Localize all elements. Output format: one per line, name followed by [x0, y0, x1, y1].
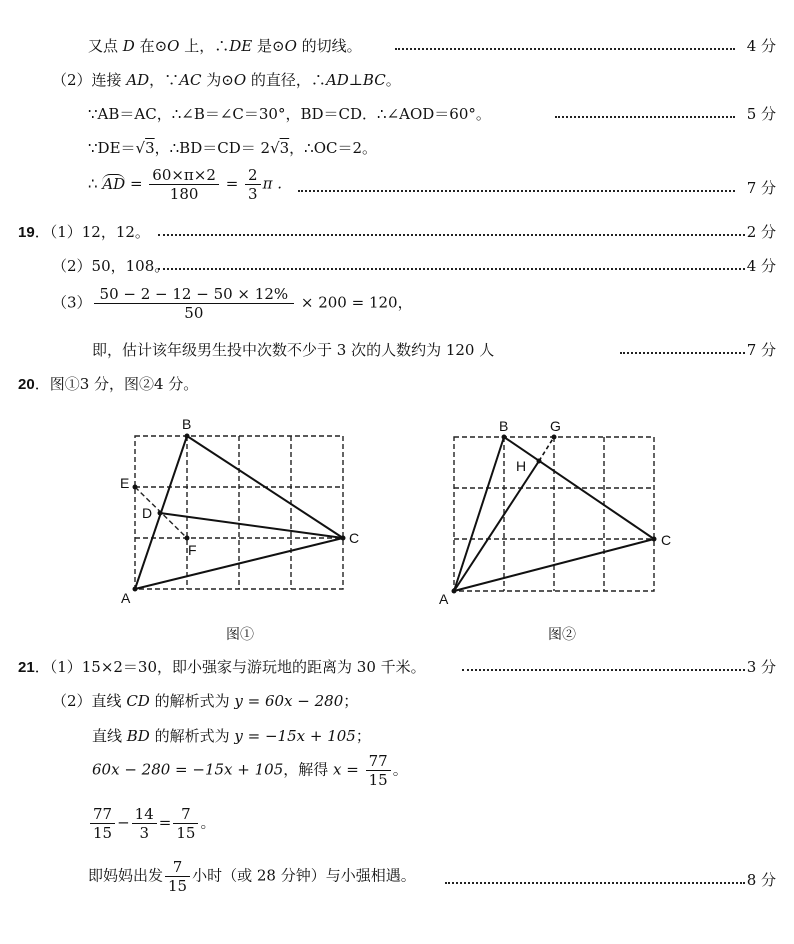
numerator: 77: [90, 805, 115, 824]
figure-1-caption: 图①: [226, 627, 254, 643]
numerator: 77: [366, 752, 391, 771]
q21-line1: [18, 657, 426, 678]
point-b: [185, 434, 190, 439]
numerator: 50 − 2 − 12 − 50 × 12%: [94, 285, 295, 304]
q21-line5: [88, 805, 215, 842]
numerator: 7: [173, 805, 198, 824]
text: ；: [343, 692, 359, 710]
text: 的切线。: [296, 37, 362, 55]
text: 上，∴: [179, 37, 230, 55]
point-c: [652, 537, 657, 542]
denominator: 3: [248, 185, 258, 203]
label-c: C: [349, 530, 360, 546]
leader-dots: [462, 669, 745, 671]
text: 。: [392, 760, 408, 779]
score: 5 分: [746, 105, 776, 123]
fraction: [90, 805, 115, 842]
text: （2）连接: [52, 71, 127, 89]
dashed-grid: [135, 436, 343, 589]
q18-line4: ∵DE＝√3，∴BD＝CD＝ 2√3，∴OC＝2。: [88, 139, 378, 157]
label-h: H: [516, 458, 527, 474]
q18-line5: [88, 166, 282, 203]
denominator: 15: [368, 771, 388, 789]
q21-line6: [88, 858, 416, 895]
q18-line3: ∵AB＝AC，∴∠B＝∠C＝30°，BD＝CD．∴∠AOD＝60°。: [88, 105, 491, 123]
label-a: A: [439, 591, 449, 607]
fraction: [245, 166, 261, 203]
figure-1: [110, 412, 370, 608]
var: O: [284, 37, 297, 55]
text: 是⊙: [252, 37, 285, 55]
point-b: [502, 435, 507, 440]
q19-line3: [52, 285, 413, 322]
text: × 200 = 120，: [296, 293, 413, 312]
fraction: [366, 752, 391, 789]
leader-dots: [158, 234, 745, 236]
figure-2-caption: 图②: [548, 627, 576, 643]
text: 为⊙: [201, 71, 234, 89]
text: ．（1）15×2＝30，即小强家与游玩地的距离为 30 千米。: [34, 658, 426, 676]
label-g: G: [550, 418, 561, 434]
radicand: 3: [145, 139, 155, 157]
score: 7 分: [746, 341, 776, 359]
denominator: 50: [184, 304, 204, 322]
dashed-grid: [454, 437, 654, 591]
leader-dots: [395, 48, 735, 50]
text: 。: [385, 71, 401, 89]
q18-line1: [88, 36, 362, 56]
label-e: E: [120, 475, 130, 491]
fraction: [149, 166, 219, 203]
var: CD: [126, 692, 150, 710]
point-f: [185, 536, 190, 541]
figure-2: [430, 412, 690, 608]
text: 。: [200, 813, 216, 832]
text: （3）: [52, 293, 92, 312]
point-d: [158, 511, 163, 516]
text: 直线: [92, 727, 127, 745]
leader-dots: [555, 116, 735, 118]
label-b: B: [182, 416, 192, 432]
text: =: [125, 174, 148, 193]
q20-line: [18, 374, 198, 395]
text: ∴: [88, 174, 103, 193]
point-c: [341, 536, 346, 541]
dashed-segment-hg: [539, 437, 554, 461]
text: ，解得: [283, 760, 334, 779]
leader-dots: [158, 268, 745, 270]
question-number: 21: [18, 659, 35, 676]
point-g: [552, 435, 557, 440]
q19-line2: （2）50，108。: [52, 257, 170, 275]
label-f: F: [188, 542, 197, 558]
text: ，∵: [149, 71, 180, 89]
text: ；: [355, 727, 371, 745]
fraction: [94, 285, 295, 322]
fraction: [173, 805, 198, 842]
leader-dots: [298, 190, 735, 192]
text: ．图①3 分，图②4 分。: [34, 375, 199, 393]
label-d: D: [142, 505, 153, 521]
score: 3 分: [746, 658, 776, 676]
point-h: [537, 459, 542, 464]
text: =: [158, 813, 172, 832]
fraction: [165, 858, 190, 895]
denominator: 15: [93, 824, 113, 842]
score: 2 分: [746, 223, 776, 241]
text: 又点: [88, 37, 123, 55]
text: （2）直线: [52, 692, 127, 710]
text: ，∴BD＝CD＝ 2: [154, 139, 271, 157]
q21-line2: [52, 691, 358, 711]
leader-dots: [445, 882, 745, 884]
numerator: 14: [132, 805, 157, 824]
score: 4 分: [746, 257, 776, 275]
var: AD: [126, 71, 150, 89]
var: AD⊥BC: [325, 71, 386, 89]
score: 8 分: [746, 871, 776, 889]
leader-dots: [620, 352, 745, 354]
denominator: 15: [168, 877, 188, 895]
radicand: 3: [279, 139, 290, 157]
score: 7 分: [746, 179, 776, 197]
var: x =: [333, 760, 364, 779]
question-number: 19: [18, 224, 35, 241]
text: =: [220, 174, 244, 193]
text: π .: [262, 174, 282, 193]
numerator: 2: [245, 166, 261, 185]
var: O: [233, 71, 247, 89]
point-a: [133, 587, 138, 592]
text: 在⊙: [134, 37, 168, 55]
q21-line3: [92, 726, 371, 746]
denominator: 3: [139, 824, 149, 842]
equation: y = −15x + 105: [234, 727, 356, 745]
q19-line1: [18, 222, 150, 243]
var: AC: [179, 71, 202, 89]
equation: 60x − 280 = −15x + 105: [92, 760, 284, 779]
text: ，∴OC＝2。: [289, 139, 378, 157]
arc-symbol: AD: [102, 174, 126, 193]
point-e: [133, 485, 138, 490]
numerator: 60×π×2: [149, 166, 219, 185]
var: O: [167, 37, 180, 55]
text: 的直径，∴: [246, 71, 326, 89]
q19-line4: 即，估计该年级男生投中次数不少于 3 次的人数约为 120 人: [92, 341, 495, 359]
label-b: B: [499, 418, 509, 434]
text: 的解析式为: [149, 692, 235, 710]
var: D: [122, 37, 135, 55]
text: 即妈妈出发: [88, 866, 164, 885]
fraction: [132, 805, 157, 842]
label-a: A: [121, 590, 131, 606]
denominator: 15: [176, 824, 196, 842]
text: ∵DE＝: [88, 139, 136, 157]
text: 的解析式为: [149, 727, 235, 745]
var: DE: [229, 37, 253, 55]
text: ．（1）12，12。: [34, 223, 150, 241]
numerator: 7: [165, 858, 190, 877]
q18-part2: [52, 70, 401, 90]
text: −: [117, 813, 130, 832]
equation: y = 60x − 280: [234, 692, 344, 710]
text: 小时（或 28 分钟）与小强相遇。: [192, 866, 416, 885]
score: 4 分: [746, 37, 776, 55]
q21-line4: [92, 752, 408, 789]
point-a: [452, 589, 457, 594]
var: BD: [126, 727, 150, 745]
denominator: 180: [169, 185, 199, 203]
label-c: C: [661, 532, 672, 548]
question-number: 20: [18, 376, 35, 393]
